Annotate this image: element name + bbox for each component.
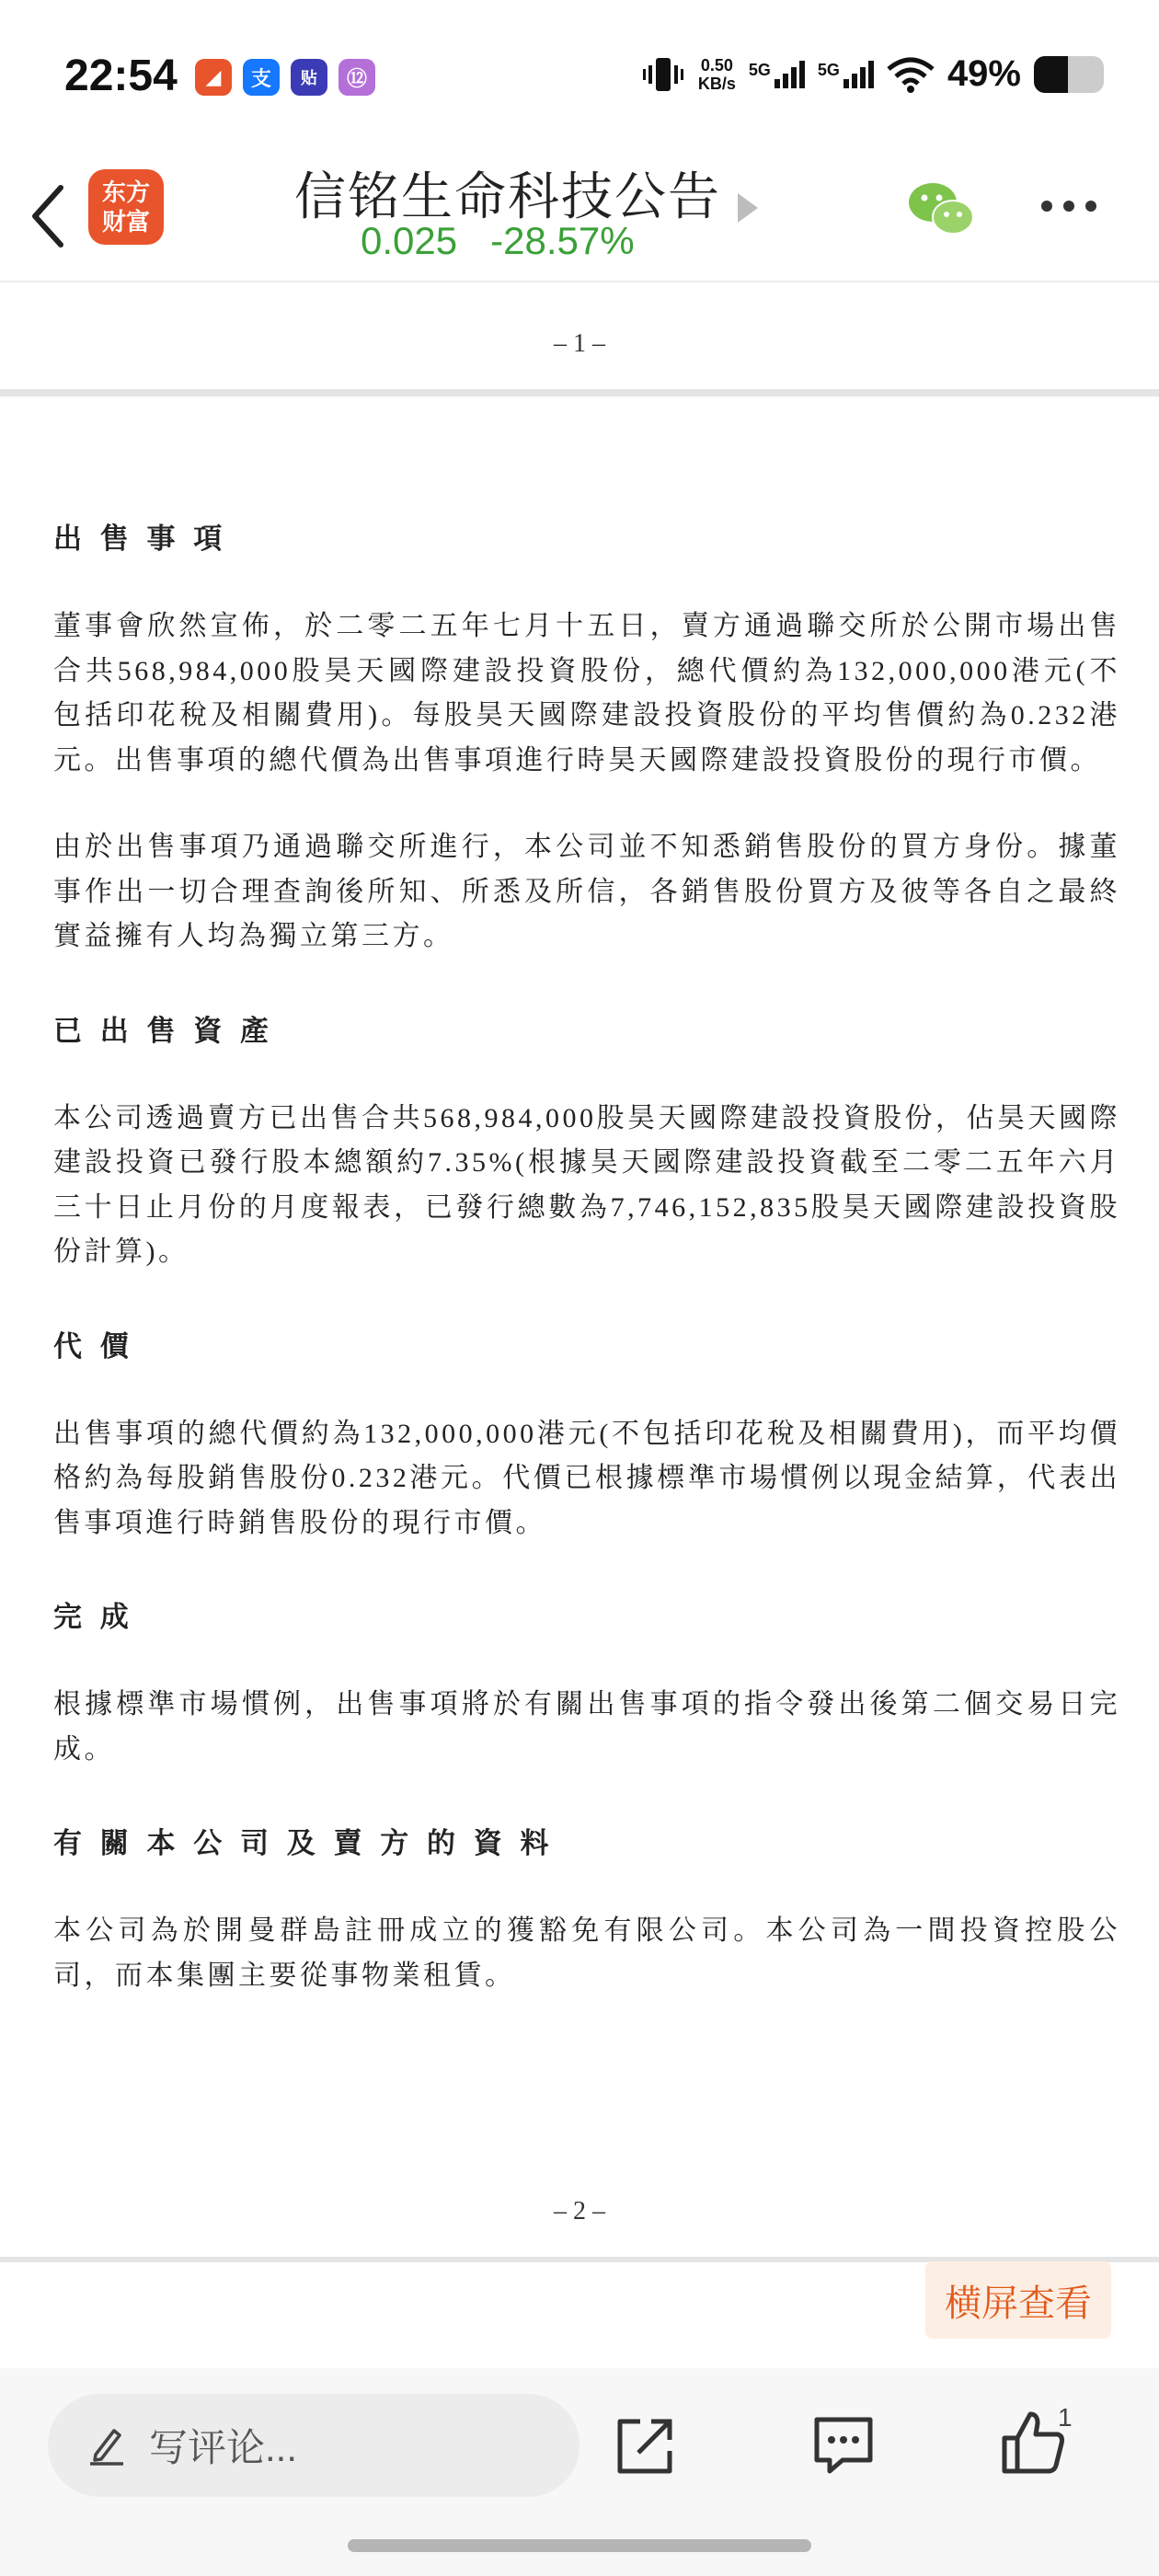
- signal-5g-1: 5G: [749, 61, 805, 88]
- tieba-icon: 贴: [291, 59, 327, 96]
- chevron-left-icon: [29, 184, 66, 248]
- dot-icon: [1085, 201, 1096, 212]
- back-button[interactable]: [20, 175, 75, 258]
- page-number-2: – 2 –: [554, 2197, 605, 2225]
- wechat-share-button[interactable]: [907, 180, 977, 244]
- bottom-action-bar: [0, 2368, 1159, 2576]
- section-heading: 出 售 事 項: [53, 523, 228, 555]
- signal-5g-2: 5G: [818, 61, 874, 88]
- comment-bubble-icon: [811, 2414, 876, 2477]
- wechat-icon: [907, 180, 977, 239]
- announcement-document: [53, 515, 1120, 1998]
- stock-quote[interactable]: [361, 219, 635, 263]
- paragraph: 董事會欣然宣佈，於二零二五年七月十五日，賣方通過聯交所於公開市場出售合共568,984,000股昊天國際建設投資股份，總代價約為132,000,000港元(不包括印花稅及相關費用)。每股昊天國際建設投資股份的平均售價約為0.232港元。出售事項的總代價為出售事項進行時昊天國際建設投資股份的現行市價。: [53, 611, 1120, 776]
- header-divider: [0, 281, 1159, 282]
- vibrate-icon: [641, 54, 685, 95]
- comment-placeholder: 写评论...: [149, 2426, 298, 2469]
- eastmoney-logo: 东方 财富: [88, 169, 164, 245]
- battery-icon: [1034, 56, 1104, 93]
- play-arrow-icon: [736, 190, 760, 226]
- share-icon: [613, 2414, 677, 2478]
- signal-bars-icon: [843, 61, 874, 88]
- paragraph: 由於出售事項乃通過聯交所進行，本公司並不知悉銷售股份的買方身份。據董事作出一切合理查詢後所知、所悉及所信，各銷售股份買方及彼等各自之最終實益擁有人均為獨立第三方。: [53, 832, 1120, 951]
- comment-input[interactable]: [48, 2394, 580, 2497]
- system-icons: [641, 53, 1104, 95]
- status-bar: [0, 0, 1159, 156]
- stock-price: 0.025: [361, 219, 458, 262]
- wifi-icon: [887, 56, 935, 93]
- page-title: 信铭生命科技公告: [294, 167, 721, 225]
- section-heading: 有 關 本 公 司 及 賣 方 的 資 料: [53, 1827, 555, 1859]
- stock-change: -28.57%: [490, 219, 635, 262]
- section-heading: 已 出 售 資 產: [53, 1014, 274, 1047]
- share-button[interactable]: [613, 2414, 677, 2483]
- network-speed: 0.50 KB/s: [697, 55, 736, 93]
- alipay-icon: 支: [243, 59, 280, 96]
- section-heading: 完 成: [53, 1601, 134, 1633]
- more-options-button[interactable]: [1041, 201, 1096, 212]
- comments-button[interactable]: [811, 2414, 876, 2481]
- status-time: 22:54: [64, 52, 178, 100]
- top-header: [0, 156, 1159, 281]
- battery-percent: 49%: [947, 53, 1021, 94]
- home-indicator[interactable]: [348, 2539, 811, 2552]
- dot-icon: [1063, 201, 1074, 212]
- pencil-icon: [88, 2425, 125, 2466]
- battery-fill: [1034, 56, 1068, 93]
- notification-app-4-icon: ⑫: [339, 59, 375, 96]
- paragraph: 本公司為於開曼群島註冊成立的獲豁免有限公司。本公司為一間投資控股公司，而本集團主要從事物業租賃。: [53, 1915, 1120, 1991]
- paragraph: 出售事項的總代價約為132,000,000港元(不包括印花稅及相關費用)，而平均價格約為每股銷售股份0.232港元。代價已根據標準市場慣例以現金結算，代表出售事項進行時銷售股份的現行市價。: [53, 1418, 1120, 1538]
- signal-bars-icon: [775, 61, 805, 88]
- page-break: [0, 389, 1159, 397]
- notification-app-1-icon: ◢: [195, 59, 232, 96]
- paragraph: 根據標準市場慣例，出售事項將於有關出售事項的指令發出後第二個交易日完成。: [53, 1689, 1120, 1765]
- landscape-view-button[interactable]: 横屏查看: [925, 2261, 1111, 2339]
- notification-icons: [195, 59, 375, 96]
- section-heading: 代 價: [53, 1329, 134, 1363]
- like-count: 1: [1058, 2403, 1073, 2432]
- page-number-1: – 1 –: [554, 329, 605, 358]
- dot-icon: [1041, 201, 1052, 212]
- paragraph: 本公司透過賣方已出售合共568,984,000股昊天國際建設投資股份，佔昊天國際建設投資已發行股本總額約7.35%(根據昊天國際建設投資截至二零二五年六月三十日止月份的月度報表，已發行總數為7,746,152,835股昊天國際建設投資股份計算)。: [53, 1102, 1120, 1267]
